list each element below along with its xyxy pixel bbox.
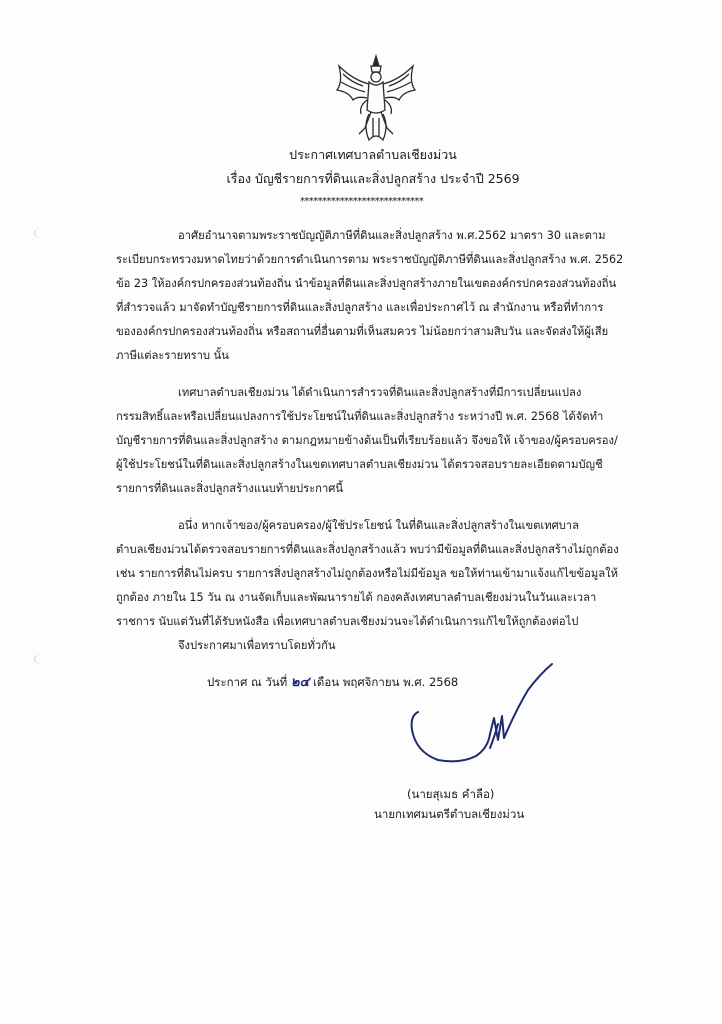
separator: ****************************: [300, 196, 424, 207]
paragraph-line: ระเบียบกระทรวงมหาดไทยว่าด้วยการดำเนินการตาม พระราชบัญญัติภาษีที่ดินและสิ่งปลูกสร้าง พ.ศ. 2562: [116, 253, 624, 266]
garuda-emblem: [333, 52, 419, 144]
paragraph-line: เช่น รายการที่ดินไม่ครบ รายการสิ่งปลูกสร้างไม่ถูกต้องหรือไม่มีข้อมูล ขอให้ท่านเข้ามาแจ้งแก้ไขข้อมูลให้: [116, 567, 618, 580]
closing-line: จึงประกาศมาเพื่อทราบโดยทั่วกัน: [178, 639, 336, 652]
punch-hole-mark: [34, 654, 49, 664]
date-day-handwritten: ๒๔: [290, 675, 310, 690]
signatory-name: (นายสุเมธ คำลือ): [407, 787, 495, 801]
paragraph-line: ราชการ นับแต่วันที่ได้รับหนังสือ เพื่อเทศบาลตำบลเชียงม่วนจะได้ดำเนินการแก้ไขให้ถูกต้องต่อไป: [116, 615, 579, 628]
announcement-title: ประกาศเทศบาลตำบลเชียงม่วน: [289, 147, 457, 162]
signatory-position: นายกเทศมนตรีตำบลเชียงม่วน: [374, 807, 525, 821]
date-prefix: ประกาศ ณ วันที่: [207, 675, 288, 689]
paragraph-line: รายการที่ดินและสิ่งปลูกสร้างแนบท้ายประกาศนี้: [116, 482, 343, 495]
paragraph-line: เทศบาลตำบลเชียงม่วน ได้ดำเนินการสำรวจที่ดินและสิ่งปลูกสร้างที่มีการเปลี่ยนแปลง: [178, 386, 582, 399]
paragraph-line: ถูกต้อง ภายใน 15 วัน ณ งานจัดเก็บและพัฒนารายได้ กองคลังเทศบาลตำบลเชียงม่วนในวันและเวลา: [116, 591, 597, 604]
paragraph-line: ขององค์กรปกครองส่วนท้องถิ่น หรือสถานที่อื่นตามที่เห็นสมควร ไม่น้อยกว่าสามสิบวัน และจัดส่งให้ผู้เสีย: [116, 325, 609, 338]
paragraph-line: ตำบลเชียงม่วนได้ตรวจสอบรายการที่ดินและสิ่งปลูกสร้างแล้ว พบว่ามีข้อมูลที่ดินและสิ่งปลูกสร้างไม่ถูกต้อง: [116, 543, 619, 556]
paragraph-line: อาศัยอำนาจตามพระราชบัญญัติภาษีที่ดินและสิ่งปลูกสร้าง พ.ศ.2562 มาตรา 30 และตาม: [178, 229, 606, 242]
paragraph-line: อนึ่ง หากเจ้าของ/ผู้ครอบครอง/ผู้ใช้ประโยชน์ ในที่ดินและสิ่งปลูกสร้างในเขตเทศบาล: [178, 519, 579, 532]
paragraph-line: ภาษีแต่ละรายทราบ นั้น: [116, 349, 229, 362]
date-year: 2568: [428, 675, 459, 689]
date-month: เดือน พฤศจิกายน พ.ศ.: [313, 675, 426, 689]
paragraph-line: ที่สำรวจแล้ว มาจัดทำบัญชีรายการที่ดินและสิ่งปลูกสร้าง และเพื่อประกาศไว้ ณ สำนักงาน หรือที่ทำการ: [116, 301, 604, 314]
paragraph-line: บัญชีรายการที่ดินและสิ่งปลูกสร้าง ตามกฎหมายข้างต้นเป็นที่เรียบร้อยแล้ว จึงขอให้ เจ้าของ/ผู้ครอบครอง/: [116, 434, 618, 447]
announcement-subject: เรื่อง บัญชีรายการที่ดินและสิ่งปลูกสร้าง ประจำปี 2569: [226, 171, 520, 186]
handwritten-signature: [398, 660, 568, 770]
paragraph-line: ข้อ 23 ให้องค์กรปกครองส่วนท้องถิ่น นำข้อมูลที่ดินและสิ่งปลูกสร้างภายในเขตองค์กรปกครองส่วนท้องถิ่น: [116, 277, 617, 290]
paragraph-line: กรรมสิทธิ์และหรือเปลี่ยนแปลงการใช้ประโยชน์ในที่ดินและสิ่งปลูกสร้าง ระหว่างปี พ.ศ. 2568 ได้จัดทำ: [116, 410, 604, 423]
punch-hole-mark: [34, 228, 49, 238]
paragraph-line: ผู้ใช้ประโยชน์ในที่ดินและสิ่งปลูกสร้างในเขตเทศบาลตำบลเชียงม่วน ได้ตรวจสอบรายละเอียดตามบัญชี: [116, 458, 603, 471]
